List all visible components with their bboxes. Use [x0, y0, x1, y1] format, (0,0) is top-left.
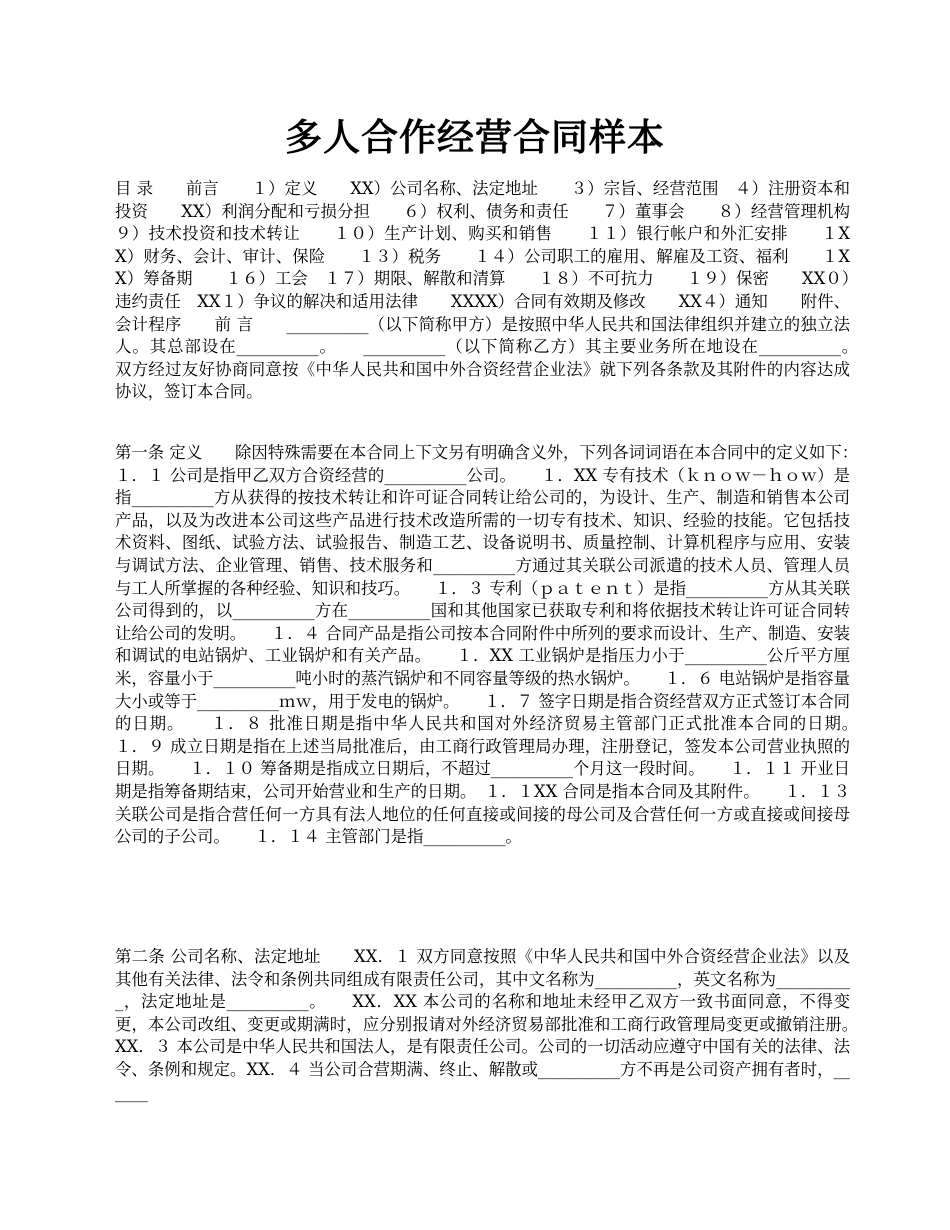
document-title: 多人合作经营合同样本 [285, 115, 665, 159]
table-of-contents-and-preamble: 目 录 前言 １）定义 XX）公司名称、法定地址 ３）宗旨、经营范围 ４）注册资本和投资 XX）利润分配和亏损分担 ６）权利、债务和责任 ７）董事会 ８）经营管理机构 ９）技术投资和技术转让 １０）生产计划、购买和销售 １１）银行帐户和外汇安排 １XX）财务、会计、审计、保险 １３）税务 １４）公司职工的雇用、解雇及工资、福利 １XX）筹备期 １６）工会 １７）期限、解散和清算 １８）不可抗力 １９）保密 XX０）违约责任 XX１）争议的解决和适用法律 XXXX）合同有效期及修改 XX４）通知 附件、会计程序 前 言 __________（以下简称甲方）是按照中华人民共和国法律组织并建立的独立法人。其总部设在__________。 __________（以下简称乙方）其主要业务所在地设在__________。 双方经过友好协商同意按《中华人民共和国中外合资经营企业法》就下列各条款及其附件的内容达成协议，签订本合同。 [115, 179, 883, 402]
article-1-definitions: 第一条 定义 除因特殊需要在本合同上下文另有明确含义外，下列各词词语在本合同中的定义如下： １．１ 公司是指甲乙双方合资经营的__________公司。 １．XX 专有技术（ｋｎｏｗ－ｈｏｗ）是指__________方从获得的按技术转让和许可证合同转让给公司的，为设计、生产、制造和销售本公司产品，以及为改进本公司这些产品进行技术改造所需的一切专有技术、知识、经验的技能。它包括技术资料、图纸、试验方法、试验报告、制造工艺、设备说明书、质量控制、计算机程序与应用、安装与调试方法、企业管理、销售、技术服务和__________方通过其关联公司派遣的技术人员、管理人员与工人所掌握的各种经验、知识和技巧。 １．３ 专利（ｐａｔｅｎｔ）是指__________方从其关联公司得到的，以__________方在__________国和其他国家已获取专利和将依据技术转让许可证合同转让给公司的发明。 １．４ 合同产品是指公司按本合同附件中所列的要求而设计、生产、制造、安装和调试的电站锅炉、工业锅炉和有关产品。 １．XX 工业锅炉是指压力小于__________公斤平方厘米，容量小于__________吨小时的蒸汽锅炉和不同容量等级的热水锅炉。 １．６ 电站锅炉是指容量大小或等于__________ｍｗ，用于发电的锅炉。 １．７ 签字日期是指合资经营双方正式签订本合同的日期。 １．８ 批准日期是指中华人民共和国对外经济贸易主管部门正式批准本合同的日期。 １．９ 成立日期是指在上述当局批准后，由工商行政管理局办理，注册登记，签发本公司营业执照的日期。 １．１０ 筹备期是指成立日期后，不超过__________个月这一段时间。 １．１１ 开业日期是指筹备期结束，公司开始营业和生产的日期。 １．１XX 合同是指本合同及其附件。 １．１３ 关联公司是指合营任何一方具有法人地位的任何直接或间接的母公司及合营任何一方或直接或间接母公司的子公司。 １．１４ 主管部门是指__________。 [115, 443, 883, 847]
article-2-company-name-address: 第二条 公司名称、法定地址 XX．１ 双方同意按照《中华人民共和国中外合资经营企业法》以及其他有关法律、法令和条例共同组成有限责任公司，其中文名称为__________，英文名称为__________，法定地址是__________。 XX．XX 本公司的名称和地址未经甲乙双方一致书面同意，不得变更，本公司改组、变更或期满时，应分别报请对外经济贸易部批准和工商行政管理局变更或撤销注册。 XX．３ 本公司是中华人民共和国法人，是有限责任公司。公司的一切活动应遵守中国有关的法律、法令、条例和规定。XX．４ 当公司合营期满、终止、解散或__________方不再是公司资产拥有者时，______ [115, 947, 883, 1102]
